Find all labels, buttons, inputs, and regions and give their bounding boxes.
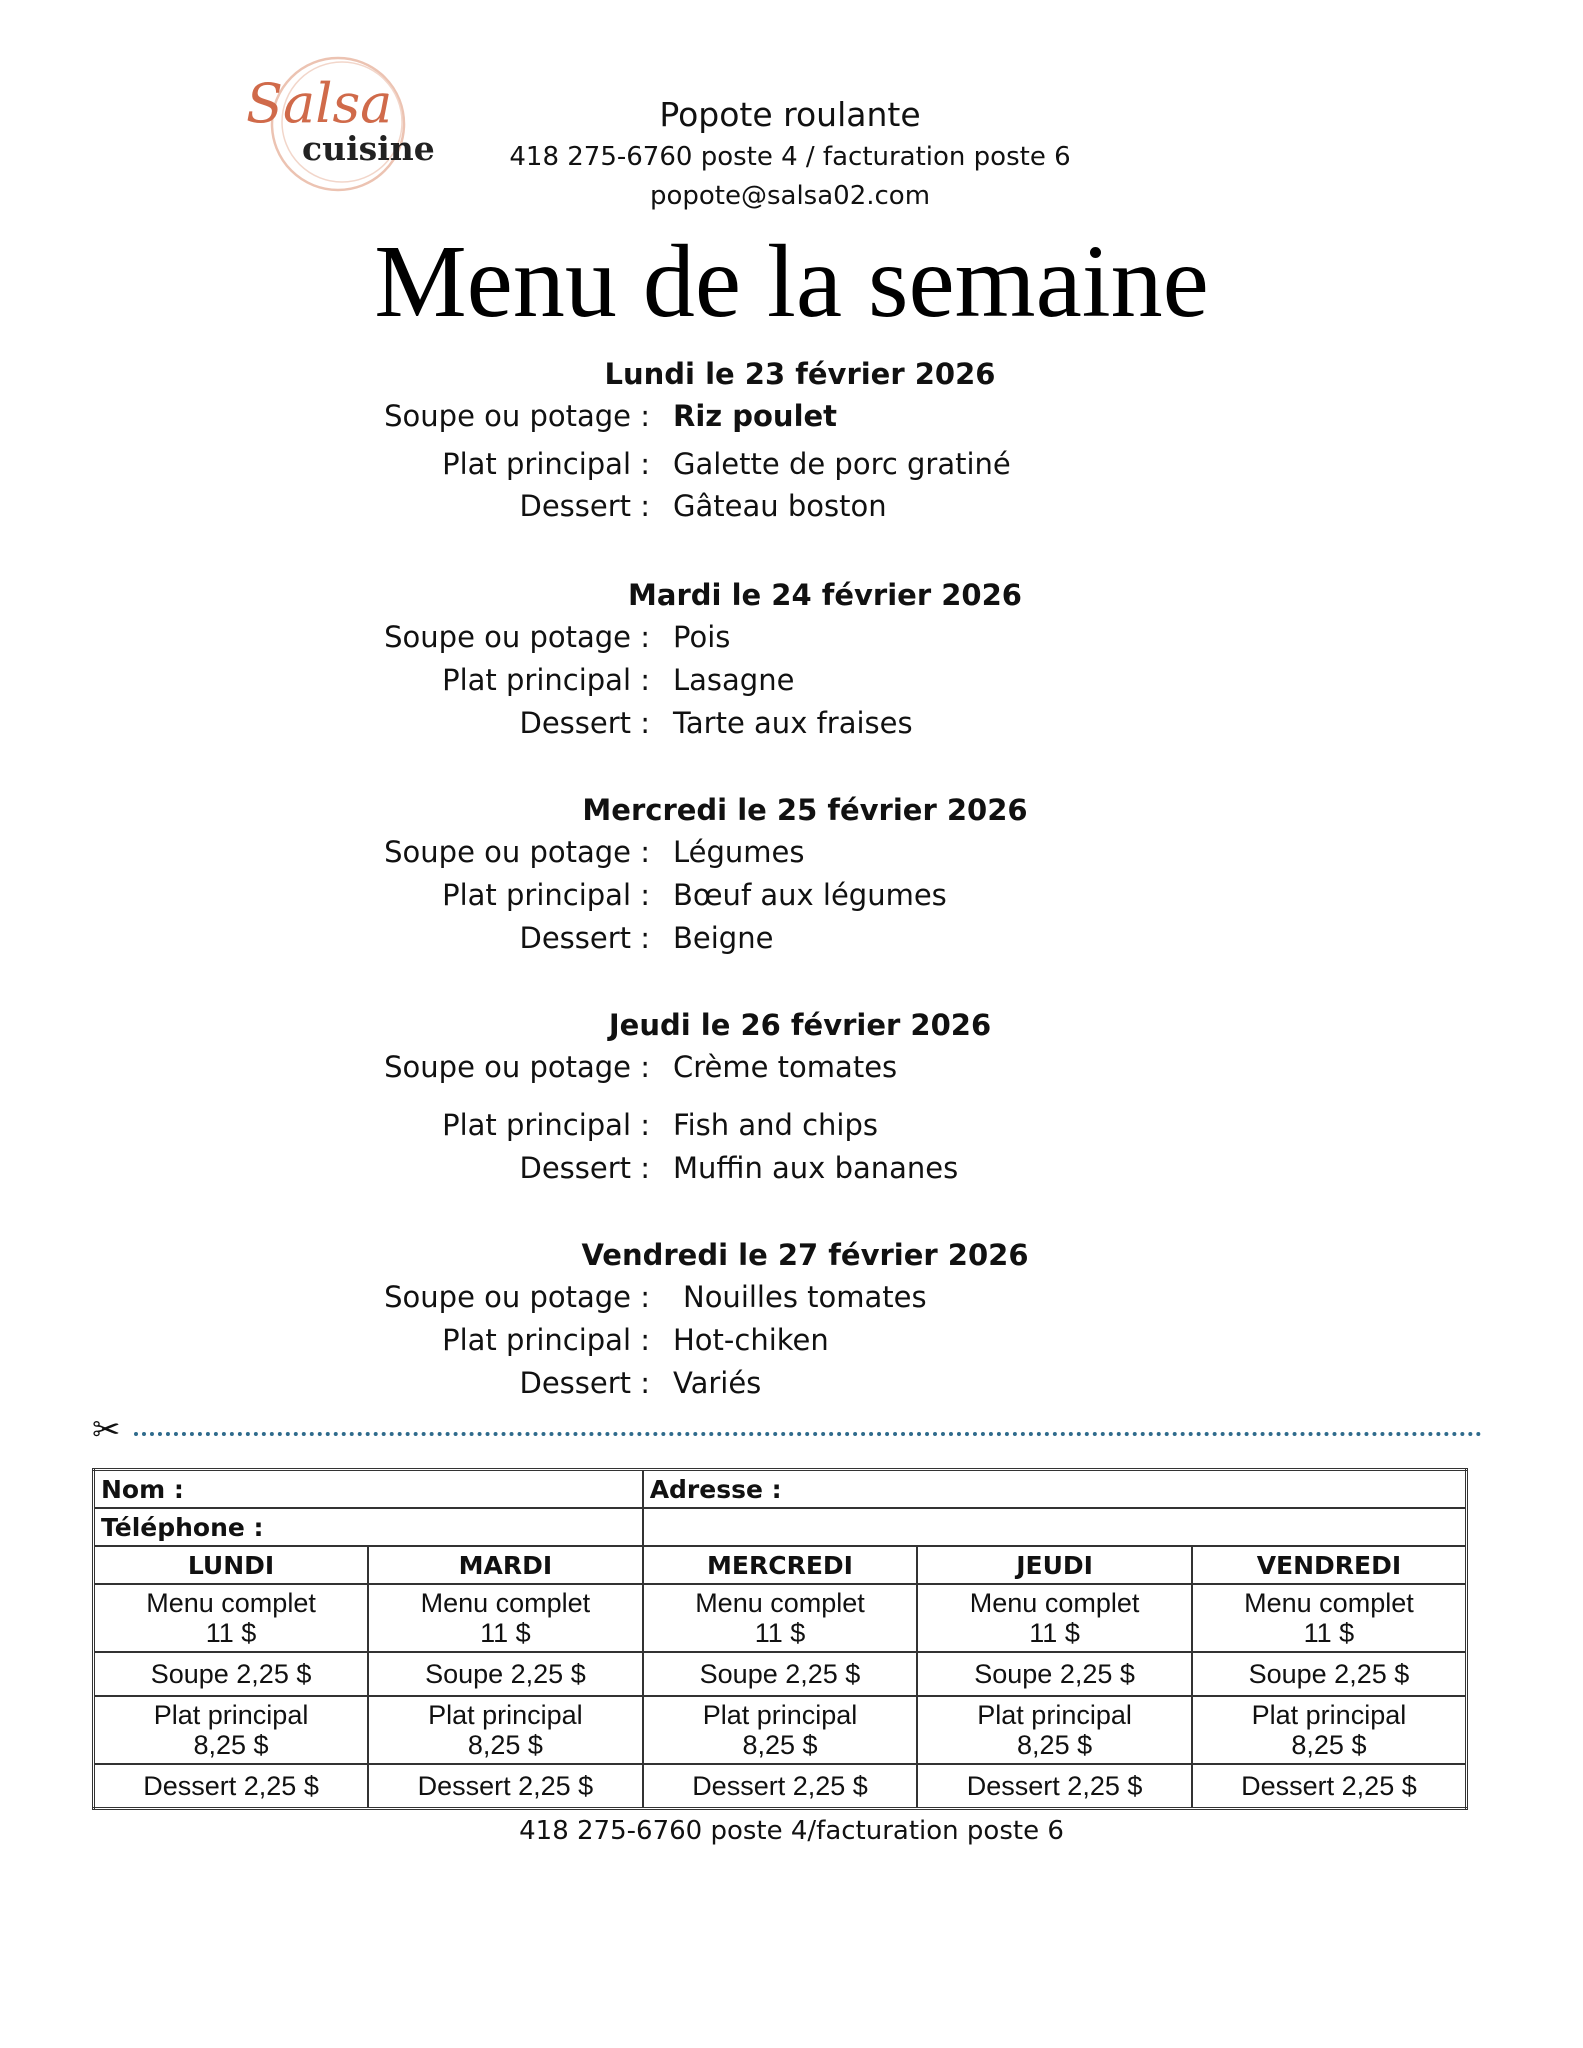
soupe-value: Nouilles tomates (683, 1280, 927, 1314)
address-field[interactable] (643, 1470, 1467, 1509)
soupe-option[interactable]: Soupe 2,25 $ (94, 1652, 369, 1696)
soupe-value: Crème tomates (673, 1050, 898, 1084)
name-field[interactable] (94, 1470, 643, 1509)
option-price: 11 $ (480, 1618, 531, 1648)
footer-contact: 418 275-6760 poste 4/facturation poste 6 (519, 1816, 1064, 1846)
soupe-option[interactable]: Soupe 2,25 $ (643, 1652, 918, 1696)
day-headers-row (94, 1546, 1467, 1584)
dessert-label: Dessert : (519, 921, 650, 955)
dessert-option[interactable]: Dessert 2,25 $ (643, 1764, 918, 1809)
day-header: VENDREDI (1192, 1546, 1467, 1584)
phone-field[interactable] (94, 1508, 643, 1546)
dessert-row (0, 1148, 1583, 1188)
plat-row (0, 1320, 1583, 1360)
soupe-label: Soupe ou potage : (384, 1050, 650, 1084)
dessert-label: Dessert : (519, 706, 650, 740)
dessert-option[interactable]: Dessert 2,25 $ (94, 1764, 369, 1809)
header (500, 92, 1080, 216)
dessert-row (0, 703, 1583, 743)
menu-complet-option[interactable] (94, 1584, 369, 1652)
dessert-value: Variés (673, 1366, 762, 1400)
soupe-option[interactable]: Soupe 2,25 $ (1192, 1652, 1467, 1696)
soupe-option[interactable]: Soupe 2,25 $ (368, 1652, 643, 1696)
dessert-option[interactable]: Dessert 2,25 $ (368, 1764, 643, 1809)
plat-value: Fish and chips (673, 1108, 879, 1142)
day-header: MARDI (368, 1546, 643, 1584)
option-label: Plat principal (428, 1700, 583, 1730)
dessert-value: Gâteau boston (673, 489, 887, 523)
dessert-order-row (94, 1764, 1467, 1809)
soupe-row (0, 1277, 1583, 1317)
option-price: 8,25 $ (193, 1730, 269, 1760)
soupe-value: Riz poulet (673, 399, 838, 433)
plat-option[interactable] (917, 1696, 1192, 1764)
plat-option[interactable] (94, 1696, 369, 1764)
plat-label: Plat principal : (442, 663, 650, 697)
day-title: Vendredi le 27 février 2026 (581, 1238, 1029, 1272)
plat-row (0, 660, 1583, 700)
soupe-label: Soupe ou potage : (384, 835, 650, 869)
dotted-line (134, 1432, 1482, 1436)
option-price: 11 $ (1303, 1618, 1355, 1648)
day-header: MERCREDI (643, 1546, 918, 1584)
plat-value: Hot-chiken (673, 1323, 829, 1357)
option-price: 11 $ (1029, 1618, 1080, 1648)
menu-complet-option[interactable] (917, 1584, 1192, 1652)
soupe-value: Légumes (673, 835, 805, 869)
dessert-value: Tarte aux fraises (673, 706, 913, 740)
soupe-label: Soupe ou potage : (384, 399, 650, 433)
plat-option[interactable] (643, 1696, 918, 1764)
day-title: Jeudi le 26 février 2026 (608, 1008, 992, 1042)
day-header: JEUDI (917, 1546, 1192, 1584)
salsa-cuisine-logo (238, 52, 438, 202)
option-label: Menu complet (1244, 1588, 1414, 1618)
dessert-value: Beigne (673, 921, 774, 955)
plat-row (0, 1105, 1583, 1145)
cut-line (92, 1410, 1492, 1450)
dessert-row (0, 918, 1583, 958)
scissors-icon: ✂ (92, 1410, 121, 1450)
soupe-row (0, 617, 1583, 657)
plat-value: Lasagne (673, 663, 795, 697)
option-label: Plat principal (702, 1700, 858, 1730)
header-email: popote@salsa02.com (649, 181, 931, 211)
address-field-line2[interactable] (643, 1508, 1467, 1546)
soupe-option[interactable]: Soupe 2,25 $ (917, 1652, 1192, 1696)
dessert-value: Muffin aux bananes (673, 1151, 959, 1185)
option-label: Plat principal (153, 1700, 309, 1730)
option-price: 8,25 $ (742, 1730, 818, 1760)
soupe-label: Soupe ou potage : (384, 1280, 650, 1314)
option-label: Menu complet (695, 1588, 865, 1618)
plat-option[interactable] (368, 1696, 643, 1764)
menu-complet-row (94, 1584, 1467, 1652)
dessert-option[interactable]: Dessert 2,25 $ (917, 1764, 1192, 1809)
logo-word: cuisine (302, 129, 435, 168)
dessert-row (0, 1363, 1583, 1403)
soupe-order-row (94, 1652, 1467, 1696)
day-title: Lundi le 23 février 2026 (604, 357, 996, 391)
menu-complet-option[interactable] (368, 1584, 643, 1652)
name-label: Nom : (101, 1474, 184, 1504)
dessert-label: Dessert : (519, 489, 650, 523)
address-label: Adresse : (649, 1474, 782, 1504)
header-phone: 418 275-6760 poste 4 / facturation poste 6 (509, 142, 1071, 172)
dessert-label: Dessert : (519, 1151, 650, 1185)
plat-order-row (94, 1696, 1467, 1764)
option-label: Menu complet (420, 1588, 591, 1618)
page-title: Menu de la semaine (374, 224, 1209, 339)
option-label: Menu complet (146, 1588, 316, 1618)
organization-name: Popote roulante (659, 95, 921, 134)
order-form-table (92, 1468, 1468, 1810)
phone-label: Téléphone : (101, 1512, 264, 1542)
option-price: 11 $ (205, 1618, 257, 1648)
option-label: Plat principal (977, 1700, 1132, 1730)
option-label: Plat principal (1251, 1700, 1407, 1730)
day-title: Mardi le 24 février 2026 (628, 578, 1022, 612)
plat-label: Plat principal : (442, 1108, 650, 1142)
day-title: Mercredi le 25 février 2026 (582, 793, 1028, 827)
dessert-label: Dessert : (519, 1366, 650, 1400)
plat-row (0, 444, 1583, 484)
option-label: Menu complet (969, 1588, 1140, 1618)
day-header: LUNDI (94, 1546, 369, 1584)
plat-label: Plat principal : (442, 878, 650, 912)
logo-script: Salsa (246, 72, 393, 135)
plat-label: Plat principal : (442, 1323, 650, 1357)
option-price: 8,25 $ (467, 1730, 543, 1760)
soupe-row (0, 1047, 1583, 1087)
dessert-option[interactable]: Dessert 2,25 $ (1192, 1764, 1467, 1809)
plat-value: Bœuf aux légumes (673, 878, 947, 912)
soupe-value: Pois (673, 620, 731, 654)
plat-option[interactable] (1192, 1696, 1467, 1764)
plat-label: Plat principal : (442, 447, 650, 481)
menu-complet-option[interactable] (643, 1584, 918, 1652)
menu-complet-option[interactable] (1192, 1584, 1467, 1652)
dessert-row (0, 486, 1583, 526)
option-price: 8,25 $ (1017, 1730, 1093, 1760)
option-price: 11 $ (754, 1618, 806, 1648)
plat-row (0, 875, 1583, 915)
soupe-row (0, 396, 1583, 436)
soupe-row (0, 832, 1583, 872)
option-price: 8,25 $ (1291, 1730, 1367, 1760)
soupe-label: Soupe ou potage : (384, 620, 650, 654)
plat-value: Galette de porc gratiné (673, 447, 1011, 481)
